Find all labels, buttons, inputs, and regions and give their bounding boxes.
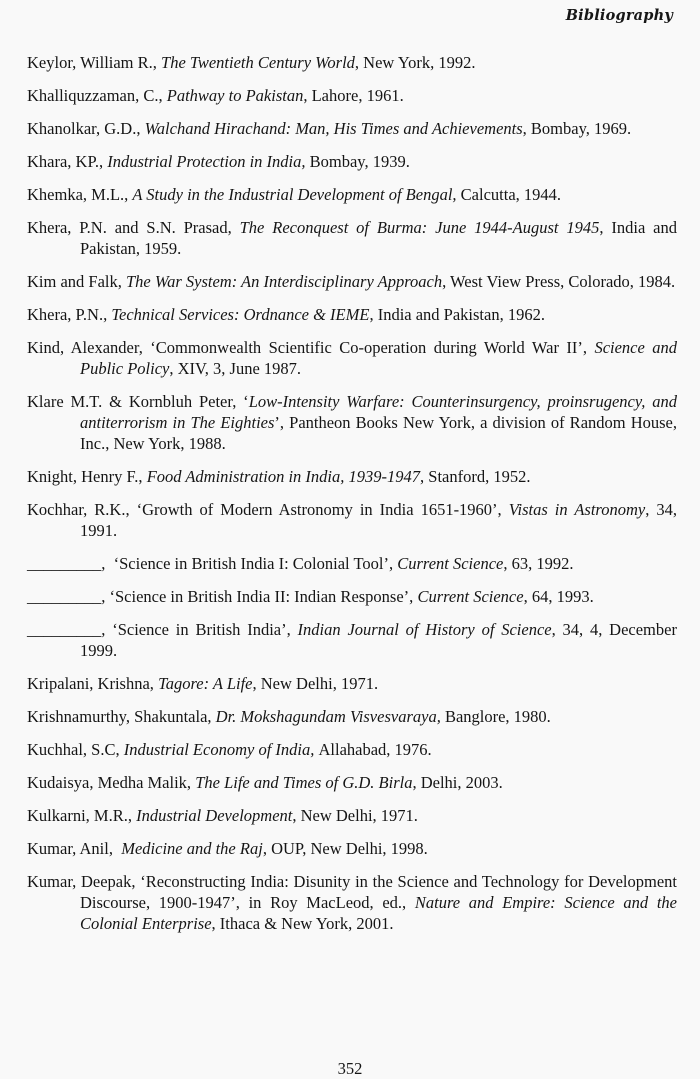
entry-text: Kochhar, R.K., ‘Growth of Modern Astronomy in India 1651-1960’,	[27, 500, 509, 519]
entry-text: Keylor, William R.,	[27, 53, 162, 72]
entry-text: Krishnamurthy, Shakuntala,	[27, 707, 216, 726]
entry-text: Kind, Alexander, ‘Commonwealth Scientific Co-operation during World War II’,	[27, 338, 595, 357]
entry-text: Khanolkar, G.D.,	[27, 119, 145, 138]
work-title: Indian Journal of History of Science	[297, 620, 552, 639]
entry-text: Khemka, M.L.,	[27, 185, 133, 204]
bibliography-entry	[27, 391, 677, 454]
entry-text: ’, Pantheon Books New York, a division of Random House, Inc., New York, 1988.	[80, 413, 677, 453]
entry-text: Kumar, Deepak, ‘Reconstructing India: Disunity in the Science and Technology for Development Discourse, 1900-1947’, in Roy MacLeod, ed.,	[27, 872, 677, 912]
entry-text: , Delhi, 2003.	[412, 773, 503, 792]
entry-text: , OUP, New Delhi, 1998.	[262, 839, 428, 858]
bibliography-entry	[27, 553, 677, 574]
bibliography-entry	[27, 85, 677, 106]
entry-text: , New York, 1992.	[354, 53, 476, 72]
entry-text: , 64, 1993.	[523, 587, 594, 606]
bibliography-entry	[27, 586, 677, 607]
entry-text: , Lahore, 1961.	[303, 86, 404, 105]
work-title: Industrial Development	[136, 806, 293, 825]
entry-text: , India and Pakistan, 1962.	[369, 305, 545, 324]
work-title: The War System: An Interdisciplinary Approach	[126, 272, 443, 291]
bibliography-list	[27, 52, 677, 946]
bibliography-entry	[27, 52, 677, 73]
entry-text: Klare M.T. & Kornbluh Peter, ‘	[27, 392, 249, 411]
entry-text: Khera, P.N. and S.N. Prasad,	[27, 218, 240, 237]
entry-text: Kudaisya, Medha Malik,	[27, 773, 196, 792]
work-title: Nature and Empire: Science and the Colonial Enterprise	[80, 893, 678, 933]
entry-text: _________, ‘Science in British India II: Indian Response’,	[27, 587, 418, 606]
entry-text: Kripalani, Krishna,	[27, 674, 159, 693]
entry-text: , 34, 1991.	[80, 500, 677, 540]
work-title: Industrial Economy of India,	[123, 740, 319, 759]
bibliography-entry	[27, 805, 677, 826]
entry-text: , New Delhi, 1971.	[292, 806, 418, 825]
work-title: Technical Services: Ordnance & IEME	[111, 305, 370, 324]
work-title: Vistas in Astronomy	[508, 500, 646, 519]
entry-text: Allahabad, 1976.	[318, 740, 432, 759]
work-title: A Study in the Industrial Development of Bengal,	[132, 185, 461, 204]
bibliography-entry	[27, 151, 677, 172]
entry-text: Khara, KP.,	[27, 152, 108, 171]
entry-text: Bombay, 1939.	[309, 152, 410, 171]
bibliography-entry	[27, 673, 677, 694]
bibliography-entry	[27, 217, 677, 259]
entry-text: , West View Press, Colorado, 1984.	[442, 272, 676, 291]
entry-text: Calcutta, 1944.	[460, 185, 562, 204]
work-title: Walchand Hirachand: Man, His Times and Achievements	[144, 119, 523, 138]
entry-text: , Stanford, 1952.	[420, 467, 531, 486]
bibliography-entry	[27, 271, 677, 292]
work-title: Pathway to Pakistan	[166, 86, 304, 105]
entry-text: Kulkarni, M.R.,	[27, 806, 137, 825]
bibliography-entry	[27, 184, 677, 205]
work-title: Current Science	[417, 587, 524, 606]
entry-text: , India and Pakistan, 1959.	[80, 218, 677, 258]
work-title: The Twentieth Century World	[161, 53, 355, 72]
bibliography-entry	[27, 118, 677, 139]
bibliography-entry	[27, 838, 677, 859]
work-title: Low-Intensity Warfare: Counterinsurgency, proinsrugency, and antiterrorism in The Eighties	[80, 392, 678, 432]
entry-text: , New Delhi, 1971.	[252, 674, 379, 693]
work-title: Dr. Mokshagundam Visvesvaraya,	[215, 707, 445, 726]
entry-text: , XIV, 3, June 1987.	[169, 359, 302, 378]
bibliography-entry	[27, 739, 677, 760]
entry-text: Banglore, 1980.	[444, 707, 551, 726]
work-title: Current Science	[397, 554, 504, 573]
bibliography-entry	[27, 499, 677, 541]
work-title: Medicine and the Raj	[121, 839, 263, 858]
bibliography-entry	[27, 337, 677, 379]
bibliography-entry	[27, 466, 677, 487]
entry-text: Kumar, Anil,	[27, 839, 122, 858]
page-number: 352	[337, 1059, 363, 1078]
work-title: The Life and Times of G.D. Birla	[195, 773, 413, 792]
entry-text: Kuchhal, S.C,	[27, 740, 124, 759]
bibliography-entry	[27, 772, 677, 793]
work-title: Science and Public Policy	[80, 338, 677, 378]
work-title: Tagore: A Life	[158, 674, 253, 693]
entry-text: Kim and Falk,	[27, 272, 126, 291]
bibliography-entry	[27, 706, 677, 727]
page-header-bibliography: Bibliography	[565, 7, 673, 24]
bibliography-entry	[27, 304, 677, 325]
work-title: Food Administration in India, 1939-1947	[146, 467, 421, 486]
work-title: Industrial Protection in India,	[107, 152, 310, 171]
entry-text: Khera, P.N.,	[27, 305, 112, 324]
entry-text: _________, ‘Science in British India I: Colonial Tool’,	[27, 554, 398, 573]
entry-text: , 34, 4, December 1999.	[80, 620, 677, 660]
work-title: The Reconquest of Burma: June 1944-August 1945	[239, 218, 600, 237]
entry-text: Khalliquzzaman, C.,	[27, 86, 167, 105]
entry-text: Knight, Henry F.,	[27, 467, 147, 486]
bibliography-entry	[27, 871, 677, 934]
entry-text: _________, ‘Science in British India’,	[27, 620, 298, 639]
entry-text: , 63, 1992.	[503, 554, 574, 573]
bibliography-entry	[27, 619, 677, 661]
entry-text: , Bombay, 1969.	[522, 119, 632, 138]
entry-text: , Ithaca & New York, 2001.	[211, 914, 394, 933]
